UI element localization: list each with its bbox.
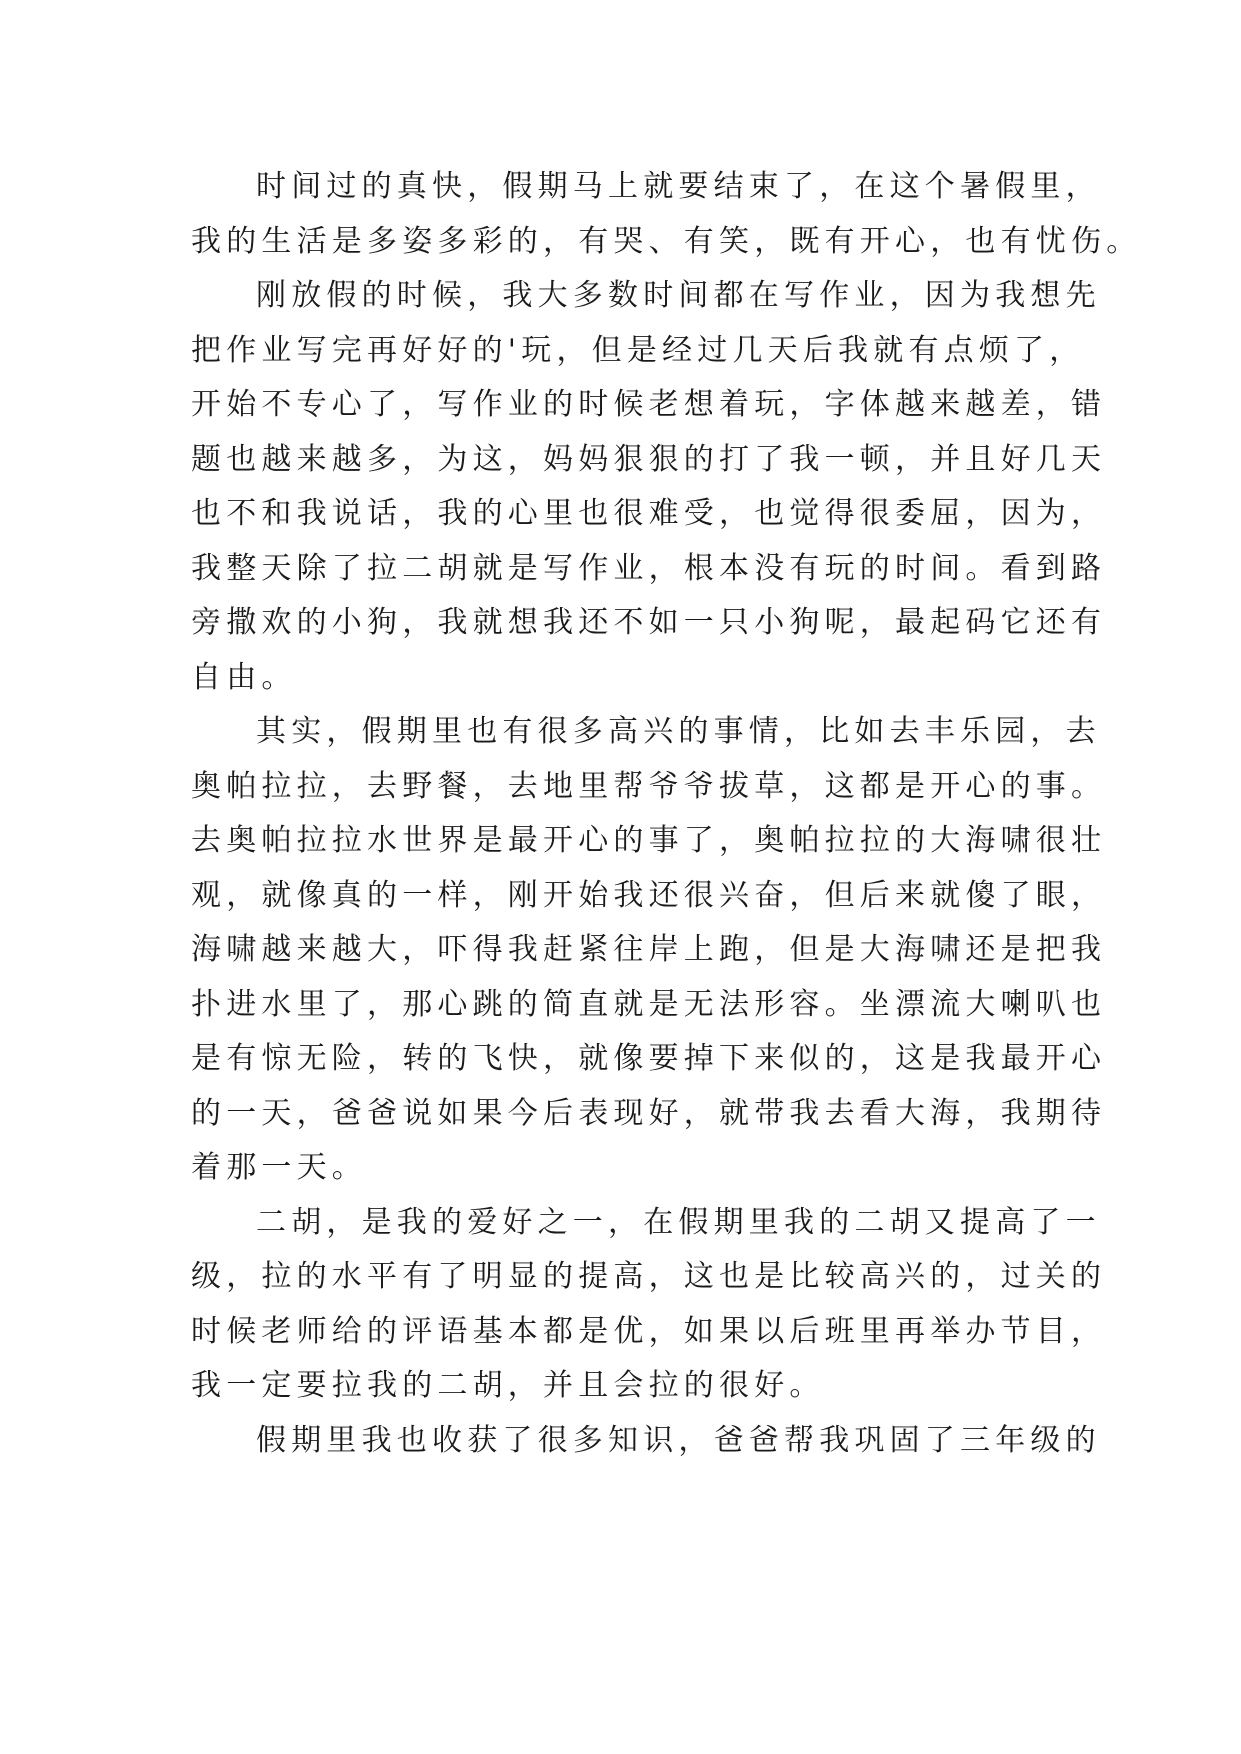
text-line: 扑进水里了，那心跳的简直就是无法形容。坐漂流大喇叭也 bbox=[191, 986, 1107, 1022]
text-line: 的一天，爸爸说如果今后表现好，就带我去看大海，我期待 bbox=[191, 1095, 1107, 1131]
text-line: 去奥帕拉拉水世界是最开心的事了，奥帕拉拉的大海啸很壮 bbox=[191, 823, 1107, 858]
body-text bbox=[191, 160, 1142, 1468]
text-line: 着那一天。 bbox=[191, 1150, 367, 1185]
text-line: 我的生活是多姿多彩的，有哭、有笑，既有开心，也有忧伤。 bbox=[191, 223, 1142, 259]
text-line: 我一定要拉我的二胡，并且会拉的很好。 bbox=[191, 1368, 825, 1403]
text-line: 旁撒欢的小狗，我就想我还不如一只小狗呢，最起码它还有 bbox=[191, 605, 1107, 640]
text-line: 自由。 bbox=[191, 659, 297, 695]
text-line: 观，就像真的一样，刚开始我还很兴奋，但后来就傻了眼， bbox=[191, 877, 1107, 913]
text-line: 是有惊无险，转的飞快，就像要掉下来似的，这是我最开心 bbox=[191, 1041, 1107, 1076]
text-line: 假期里我也收获了很多知识，爸爸帮我巩固了三年级的 bbox=[256, 1422, 1101, 1458]
text-line: 奥帕拉拉，去野餐，去地里帮爷爷拔草，这都是开心的事。 bbox=[191, 768, 1107, 804]
text-line: 其实，假期里也有很多高兴的事情，比如去丰乐园，去 bbox=[256, 714, 1101, 749]
text-line: 时间过的真快，假期马上就要结束了，在这个暑假里， bbox=[256, 169, 1101, 204]
text-line: 开始不专心了，写作业的时候老想着玩，字体越来越差，错 bbox=[191, 387, 1107, 422]
text-line: 我整天除了拉二胡就是写作业，根本没有玩的时间。看到路 bbox=[191, 550, 1107, 586]
text-line: 刚放假的时候，我大多数时间都在写作业，因为我想先 bbox=[256, 278, 1101, 313]
text-line: 题也越来越多，为这，妈妈狠狠的打了我一顿，并且好几天 bbox=[191, 441, 1107, 477]
text-line: 时候老师给的评语基本都是优，如果以后班里再举办节目， bbox=[191, 1313, 1107, 1349]
text-line: 海啸越来越大，吓得我赶紧往岸上跑，但是大海啸还是把我 bbox=[191, 932, 1107, 967]
text-line: 二胡，是我的爱好之一，在假期里我的二胡又提高了一 bbox=[256, 1204, 1101, 1240]
text-line: 级，拉的水平有了明显的提高，这也是比较高兴的，过关的 bbox=[191, 1259, 1107, 1294]
text-line: 也不和我说话，我的心里也很难受，也觉得很委屈，因为， bbox=[191, 496, 1107, 531]
text-line: 把作业写完再好好的'玩，但是经过几天后我就有点烦了， bbox=[191, 332, 1085, 368]
